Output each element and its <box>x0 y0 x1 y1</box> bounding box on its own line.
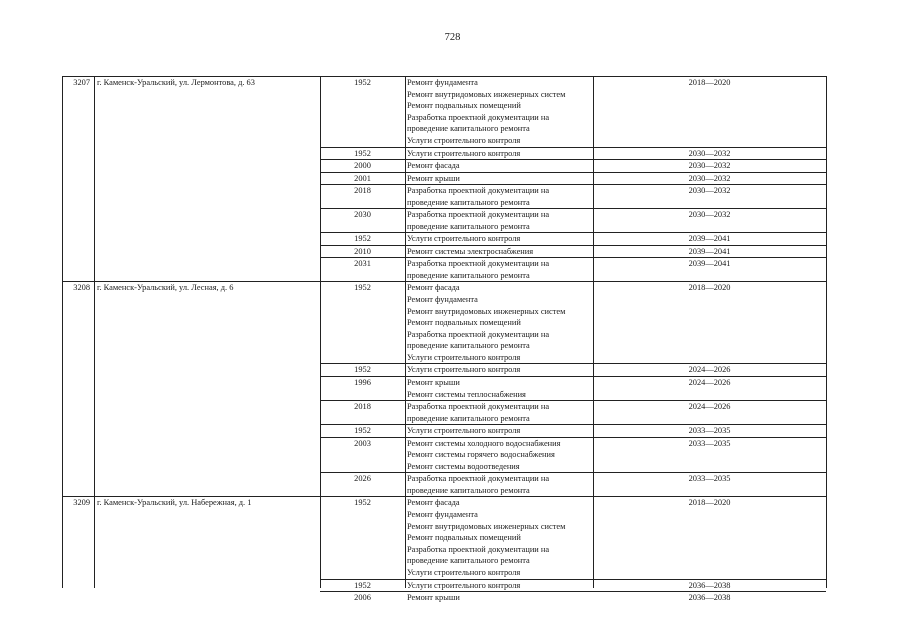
repair-period: 2033—2035 <box>688 426 731 436</box>
work-item: Разработка проектной документации на <box>407 329 550 339</box>
work-item: Ремонт фундамента <box>407 78 478 87</box>
construction-year: 1952 <box>354 78 371 87</box>
construction-year: 1952 <box>354 580 371 590</box>
work-item: Услуги строительного контроля <box>407 426 521 436</box>
work-item: Услуги строительного контроля <box>407 365 521 375</box>
construction-year: 2000 <box>354 161 371 170</box>
work-item: Ремонт внутридомовых инженерных систем <box>407 306 566 316</box>
work-item: Разработка проектной документации на <box>407 544 550 554</box>
repair-period: 2036—2038 <box>688 593 731 602</box>
work-item: Разработка проектной документации на <box>407 474 550 484</box>
repair-period: 2018—2020 <box>688 78 731 87</box>
work-item: Ремонт системы водоотведения <box>407 461 520 471</box>
construction-year: 1952 <box>354 148 371 158</box>
work-item: Ремонт системы холодного водоснабжения <box>407 438 561 448</box>
construction-year: 1952 <box>354 365 371 375</box>
work-item: Ремонт системы электроснабжения <box>407 246 534 256</box>
construction-year: 1996 <box>354 377 371 387</box>
work-item: Услуги строительного контроля <box>407 568 521 577</box>
house-address: г. Каменск-Уральский, ул. Лермонтова, д. 63 <box>97 78 255 87</box>
repair-period: 2030—2032 <box>688 148 731 158</box>
repair-period: 2039—2041 <box>688 234 731 244</box>
repair-period: 2036—2038 <box>688 580 731 590</box>
work-item: Ремонт крыши <box>407 377 460 387</box>
construction-year: 2010 <box>354 246 371 256</box>
construction-year: 1952 <box>354 498 371 508</box>
repair-period: 2024—2026 <box>688 377 731 387</box>
work-item: Ремонт подвальных помещений <box>407 101 521 111</box>
work-item: проведение капитального ремонта <box>407 197 530 207</box>
construction-year: 2030 <box>354 210 371 220</box>
repair-period: 2030—2032 <box>688 210 731 220</box>
house-address: г. Каменск-Уральский, ул. Лесная, д. 6 <box>97 283 234 293</box>
work-item: Ремонт фундамента <box>407 510 478 519</box>
work-item: Услуги строительного контроля <box>407 580 521 590</box>
construction-year: 1952 <box>354 426 371 436</box>
work-item: Ремонт фундамента <box>407 294 478 304</box>
work-item: Ремонт системы горячего водоснабжения <box>407 450 555 460</box>
repair-period: 2018—2020 <box>688 283 731 293</box>
work-item: Услуги строительного контроля <box>407 136 521 145</box>
repair-period: 2039—2041 <box>688 246 731 256</box>
repair-period: 2024—2026 <box>688 365 731 375</box>
repair-period: 2030—2032 <box>688 161 731 170</box>
column-divider <box>826 76 827 588</box>
work-item: Разработка проектной документации на <box>407 112 550 122</box>
work-item: Ремонт крыши <box>407 593 460 602</box>
work-item: Разработка проектной документации на <box>407 402 550 411</box>
work-item: проведение капитального ремонта <box>407 341 530 351</box>
work-item: Услуги строительного контроля <box>407 234 521 244</box>
work-item: Ремонт подвальных помещений <box>407 533 521 543</box>
work-item: проведение капитального ремонта <box>407 556 530 566</box>
work-item: Ремонт фасада <box>407 283 460 293</box>
house-number: 3208 <box>73 283 90 293</box>
work-item: проведение капитального ремонта <box>407 270 530 280</box>
work-item: проведение капитального ремонта <box>407 221 530 231</box>
work-item: проведение капитального ремонта <box>407 413 530 423</box>
work-item: Разработка проектной документации на <box>407 186 550 195</box>
column-divider <box>62 76 63 588</box>
house-number: 3207 <box>73 78 90 87</box>
construction-year: 1952 <box>354 283 371 293</box>
work-item: Разработка проектной документации на <box>407 259 550 269</box>
construction-year: 1952 <box>354 234 371 244</box>
work-item: Ремонт крыши <box>407 173 460 183</box>
construction-year: 2003 <box>354 438 371 448</box>
work-item: Услуги строительного контроля <box>407 148 521 158</box>
page-number: 728 <box>444 32 461 43</box>
work-item: Ремонт фасада <box>407 498 460 508</box>
repair-period: 2024—2026 <box>688 402 731 411</box>
work-item: Ремонт внутридомовых инженерных систем <box>407 89 566 99</box>
work-item: Ремонт подвальных помещений <box>407 318 521 328</box>
repair-period: 2030—2032 <box>688 186 731 195</box>
house-number: 3209 <box>73 498 90 508</box>
repair-period: 2033—2035 <box>688 474 731 484</box>
work-item: проведение капитального ремонта <box>407 485 530 495</box>
construction-year: 2026 <box>354 474 371 484</box>
construction-year: 2018 <box>354 402 371 411</box>
work-item: Услуги строительного контроля <box>407 352 521 362</box>
repair-period: 2033—2035 <box>688 438 731 448</box>
capital-repair-table <box>62 76 826 602</box>
work-item: проведение капитального ремонта <box>407 124 530 134</box>
work-item: Ремонт системы теплоснабжения <box>407 389 526 399</box>
work-item: Ремонт фасада <box>407 161 460 170</box>
repair-period: 2018—2020 <box>688 498 731 508</box>
house-address: г. Каменск-Уральский, ул. Набережная, д. 1 <box>97 498 252 508</box>
work-item: Ремонт внутридомовых инженерных систем <box>407 521 566 531</box>
work-item: Разработка проектной документации на <box>407 210 550 220</box>
repair-period: 2030—2032 <box>688 173 731 183</box>
construction-year: 2031 <box>354 259 371 269</box>
construction-year: 2001 <box>354 173 371 183</box>
construction-year: 2018 <box>354 186 371 195</box>
repair-period: 2039—2041 <box>688 259 731 269</box>
construction-year: 2006 <box>354 593 371 602</box>
column-divider <box>94 76 95 588</box>
